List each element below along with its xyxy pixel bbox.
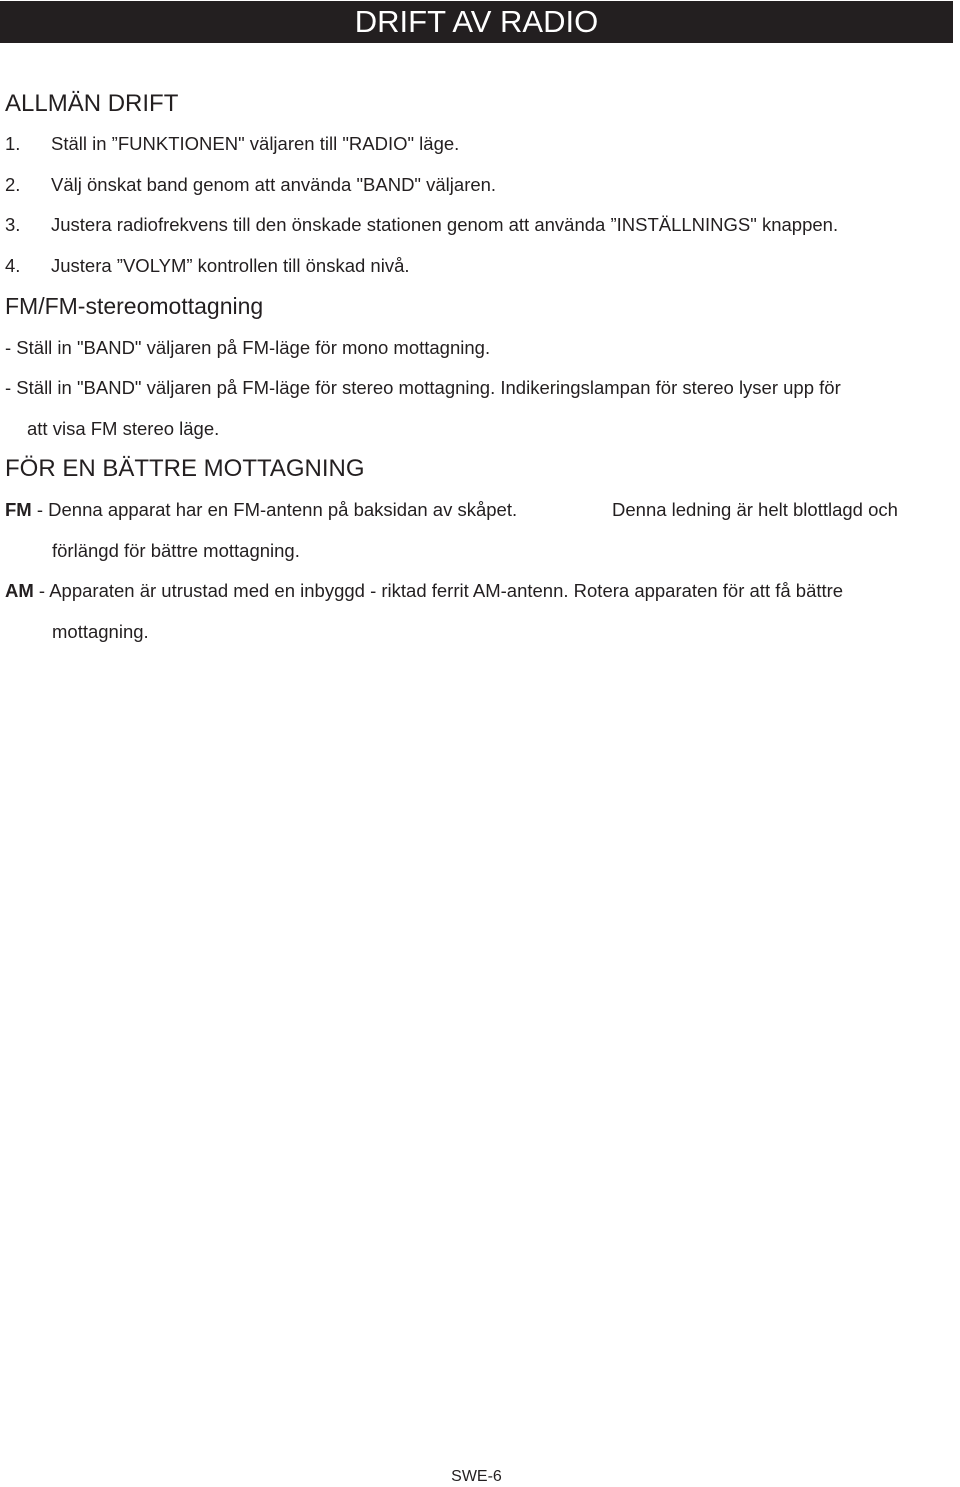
- fm-mono-instruction: - Ställ in "BAND" väljaren på FM-läge för mono mottagning.: [5, 337, 491, 358]
- fm-antenna-text-end: förlängd för bättre mottagning.: [52, 540, 300, 561]
- fm-label: FM: [5, 499, 32, 520]
- fm-antenna-note: [5, 499, 517, 521]
- heading-better-reception: FÖR EN BÄTTRE MOTTAGNING: [5, 455, 365, 482]
- am-antenna-text-end: mottagning.: [52, 621, 149, 642]
- heading-general: ALLMÄN DRIFT: [5, 90, 179, 117]
- fm-antenna-text: - Denna apparat har en FM-antenn på baksidan av skåpet.: [31, 499, 518, 520]
- list-item-text: Välj önskat band genom att använda "BAND" väljaren.: [51, 174, 497, 195]
- list-item-text: Justera ”VOLYM” kontrollen till önskad nivå.: [51, 255, 410, 276]
- page-title: DRIFT AV RADIO: [0, 1, 953, 43]
- list-item-text: Ställ in ”FUNKTIONEN" väljaren till "RADIO" läge.: [51, 133, 460, 154]
- am-antenna-note: [5, 580, 843, 602]
- am-label: AM: [5, 580, 34, 601]
- list-item-number: 4.: [5, 255, 21, 276]
- fm-stereo-instruction-cont: att visa FM stereo läge.: [27, 418, 220, 439]
- list-item-number: 3.: [5, 214, 21, 235]
- fm-stereo-instruction: - Ställ in "BAND" väljaren på FM-läge för stereo mottagning. Indikeringslampan för stereo lyser upp för: [5, 377, 841, 398]
- page-number: SWE-6: [451, 1468, 502, 1485]
- fm-antenna-text-cont: Denna ledning är helt blottlagd och: [612, 499, 898, 520]
- list-item-number: 1.: [5, 133, 21, 154]
- list-item-text: Justera radiofrekvens till den önskade stationen genom att använda ”INSTÄLLNINGS" knappen.: [51, 214, 839, 235]
- list-item-number: 2.: [5, 174, 21, 195]
- heading-fm-stereo: FM/FM-stereomottagning: [5, 293, 264, 319]
- am-antenna-text: - Apparaten är utrustad med en inbyggd - riktad ferrit AM-antenn. Rotera apparaten för att få bättre: [33, 580, 844, 601]
